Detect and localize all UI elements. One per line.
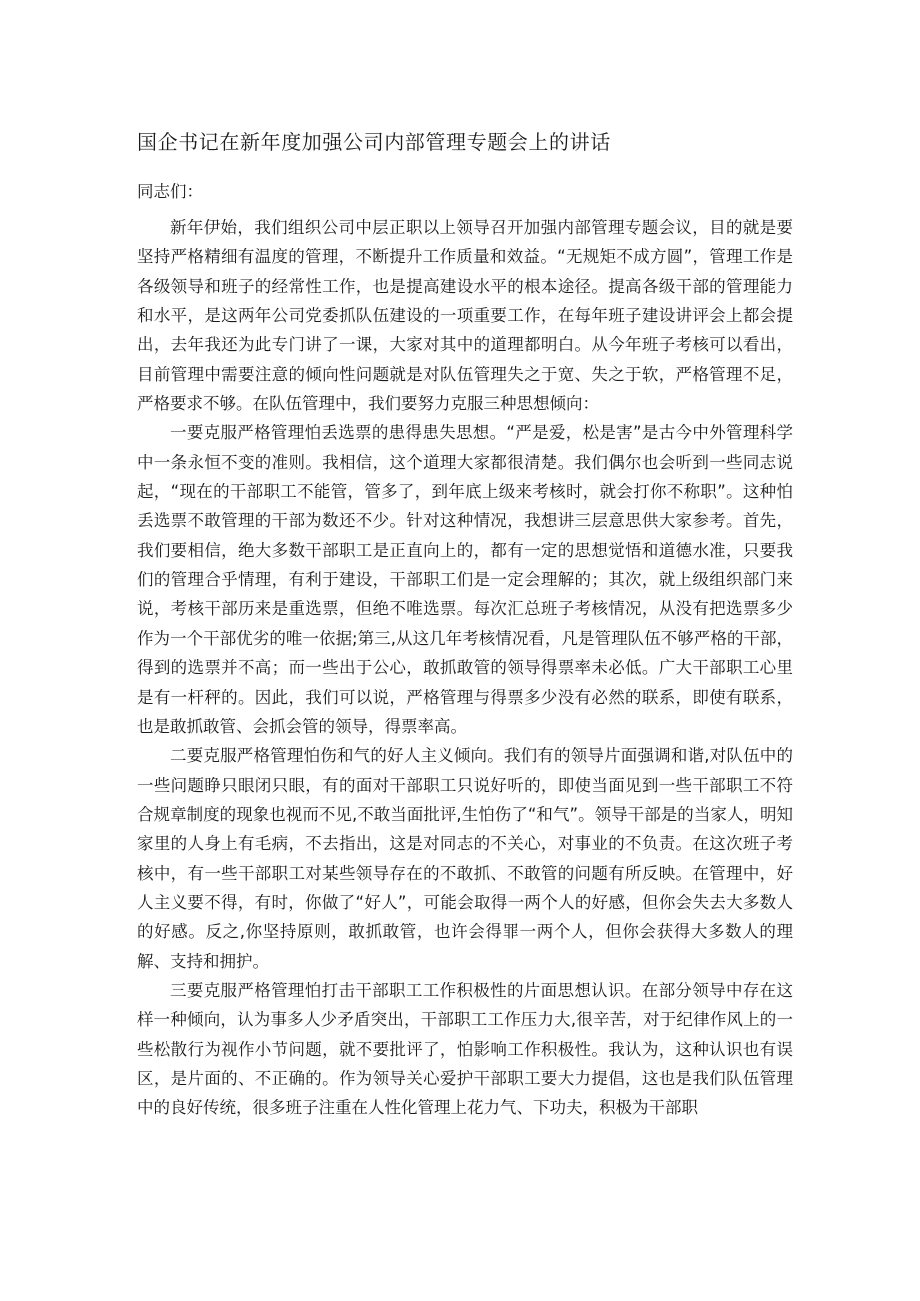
paragraph-intro: 新年伊始，我们组织公司中层正职以上领导召开加强内部管理专题会议，目的就是要坚持严格精细有温度的管理，不断提升工作质量和效益。“无规矩不成方圆”，管理工作是各级领导和班子的经常性工作，也是提高建设水平的根本途径。提高各级干部的管理能力和水平，是这两年公司党委抓队伍建设的一项重要工作，在每年班子建设讲评会上都会提出，去年我还为此专门讲了一课，大家对其中的道理都明白。从今年班子考核可以看出，目前管理中需要注意的倾向性问题就是对队伍管理失之于宽、失之于软，严格管理不足，严格要求不够。在队伍管理中，我们要努力克服三种思想倾向： <box>137 218 793 414</box>
paragraph-point-one: 一要克服严格管理怕丢选票的患得患失思想。“严是爱，松是害”是古今中外管理科学中一条永恒不变的准则。我相信，这个道理大家都很清楚。我们偶尔也会听到一些同志说起，“现在的干部职工不能管，管多了，到年底上级来考核时，就会打你不称职”。这种怕丢选票不敢管理的干部为数还不少。针对这种情况，我想讲三层意思供大家参考。首先，我们要相信，绝大多数干部职工是正直向上的，都有一定的思想觉悟和道德水准，只要我们的管理合乎情理，有利于建设，干部职工们是一定会理解的；其次，就上级组织部门来说，考核干部历来是重选票，但绝不唯选票。每次汇总班子考核情况，从没有把选票多少作为一个干部优劣的唯一依据;第三,从这几年考核情况看，凡是管理队伍不够严格的干部，得到的选票并不高；而一些出于公心，敢抓敢管的领导得票率未必低。广大干部职工心里是有一杆秤的。因此，我们可以说，严格管理与得票多少没有必然的联系，即使有联系，也是敢抓敢管、会抓会管的领导，得票率高。 <box>137 423 793 736</box>
document-body <box>137 213 793 1123</box>
salutation: 同志们： <box>137 182 203 201</box>
paragraph-point-two: 二要克服严格管理怕伤和气的好人主义倾向。我们有的领导片面强调和谐,对队伍中的一些问题睁只眼闭只眼，有的面对干部职工只说好听的，即使当面见到一些干部职工不符合规章制度的现象也视而不见,不敢当面批评,生怕伤了“和气”。领导干部是的当家人，明知家里的人身上有毛病，不去指出，这是对同志的不关心，对事业的不负责。在这次班子考核中，有一些干部职工对某些领导存在的不敢抓、不敢管的问题有所反映。在管理中，好人主义要不得，有时，你做了“好人”，可能会取得一两个人的好感，但你会失去大多数人的好感。反之,你坚持原则，敢抓敢管，也许会得罪一两个人，但你会获得大多数人的理解、支持和拥护。 <box>137 746 793 971</box>
paragraph-point-three: 三要克服严格管理怕打击干部职工工作积极性的片面思想认识。在部分领导中存在这样一种倾向，认为事多人少矛盾突出，干部职工工作压力大,很辛苦，对于纪律作风上的一些松散行为视作小节问题，就不要批评了，怕影响工作积极性。我认为，这种认识也有误区，是片面的、不正确的。作为领导关心爱护干部职工要大力提倡，这也是我们队伍管理中的良好传统，很多班子注重在人性化管理上花力气、下功夫，积极为干部职 <box>137 980 793 1118</box>
document-title: 国企书记在新年度加强公司内部管理专题会上的讲话 <box>137 130 611 154</box>
